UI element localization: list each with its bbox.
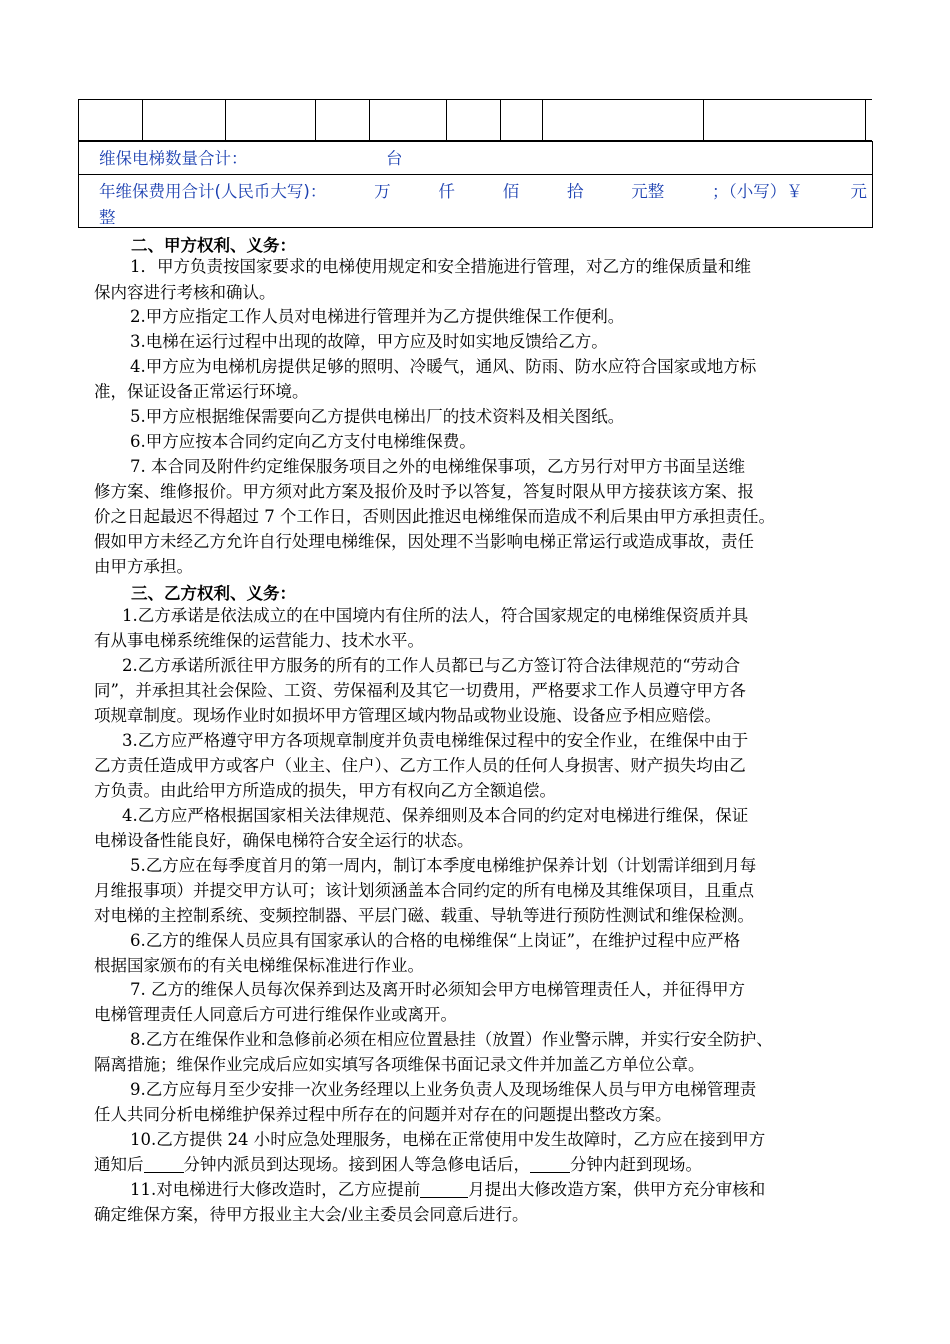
paragraph-line: 项规章制度。现场作业时如损坏甲方管理区域内物品或物业设施、设备应予相应赔偿。 — [94, 706, 721, 725]
paragraph-line: 10.乙方提供 24 小时应急处理服务，电梯在正常使用中发生故障时，乙方应在接到甲方 — [130, 1130, 766, 1149]
elevator-count-unit: 台 — [386, 149, 403, 168]
table-cell-divider — [865, 99, 866, 141]
paragraph-line: 假如甲方未经乙方允许自行处理电梯维保，因处理不当影响电梯正常运行或造成事故，责任 — [94, 532, 754, 551]
paragraph-line: 4.乙方应严格根据国家相关法律规范、保养细则及本合同的约定对电梯进行维保，保证 — [122, 806, 749, 825]
table-cell-divider — [142, 99, 143, 141]
fee-label: 年维保费用合计(人民币大写)： — [99, 182, 327, 201]
fee-unit-qian: 仟 — [438, 182, 455, 201]
paragraph-line: 确定维保方案，待甲方报业主大会/业主委员会同意后进行。 — [94, 1205, 529, 1224]
paragraph-line: 3.电梯在运行过程中出现的故障，甲方应及时如实地反馈给乙方。 — [130, 332, 608, 351]
text-segment: 分钟内赶到现场。 — [570, 1155, 702, 1174]
paragraph-line: 1.乙方承诺是依法成立的在中国境内有住所的法人，符合国家规定的电梯维保资质并具 — [122, 606, 749, 625]
fee-lowercase-label: ；（小写）￥ — [711, 182, 803, 201]
paragraph-line: 由甲方承担。 — [94, 557, 193, 576]
paragraph-line: 7. 本合同及附件约定维保服务项目之外的电梯维保事项，乙方另行对甲方书面呈送维 — [130, 457, 745, 476]
blank-minutes-emergency[interactable] — [530, 1154, 570, 1173]
text-segment: 分钟内派员到达现场。接到困人等急修电话后， — [183, 1155, 530, 1174]
paragraph-line: 电梯管理责任人同意后方可进行维保作业或离开。 — [94, 1005, 457, 1024]
paragraph-line: 2.甲方应指定工作人员对电梯进行管理并为乙方提供维保工作便利。 — [130, 307, 625, 326]
paragraph-line: 7. 乙方的维保人员每次保养到达及离开时必须知会甲方电梯管理责任人，并征得甲方 — [130, 980, 745, 999]
paragraph-line: 准，保证设备正常运行环境。 — [94, 382, 309, 401]
empty-table-row — [78, 99, 872, 141]
table-cell-divider — [500, 99, 501, 141]
table-cell-divider — [542, 99, 543, 141]
fee-unit-yuan: 元 — [850, 182, 867, 201]
section-2-heading: 二、甲方权利、义务： — [131, 236, 296, 255]
paragraph-line: 保内容进行考核和确认。 — [94, 283, 276, 302]
paragraph-line: 2.乙方承诺所派往甲方服务的所有的工作人员都已与乙方签订符合法律规范的“劳动合 — [122, 656, 741, 675]
paragraph-line: 乙方责任造成甲方或客户（业主、住户）、乙方工作人员的任何人身损害、财产损失均由乙 — [94, 756, 746, 775]
paragraph-line: 3.乙方应严格遵守甲方各项规章制度并负责电梯维保过程中的安全作业，在维保中由于 — [122, 731, 749, 750]
paragraph-line: 隔离措施；维保作业完成后应如实填写各项维保书面记录文件并加盖乙方单位公章。 — [94, 1055, 705, 1074]
text-segment: 月提出大修改造方案，供甲方充分审核和 — [468, 1180, 766, 1199]
table-cell-divider — [225, 99, 226, 141]
paragraph-line: 5.乙方应在每季度首月的第一周内，制订本季度电梯维护保养计划（计划需详细到月每 — [130, 856, 757, 875]
paragraph-line — [94, 1153, 702, 1177]
paragraph-line: 修方案、维修报价。甲方须对此方案及报价及时予以答复，答复时限从甲方接获该方案、报 — [94, 482, 754, 501]
paragraph-line: 电梯设备性能良好，确保电梯符合安全运行的状态。 — [94, 831, 474, 850]
paragraph-line: 同”，并承担其社会保险、工资、劳保福利及其它一切费用，严格要求工作人员遵守甲方各 — [94, 681, 746, 700]
fee-line-continuation: 整 — [99, 208, 116, 227]
section-3-heading: 三、乙方权利、义务： — [131, 584, 296, 603]
table-cell-divider — [703, 99, 704, 141]
elevator-count-label: 维保电梯数量合计： — [99, 149, 248, 168]
paragraph-line: 6.甲方应按本合同约定向乙方支付电梯维保费。 — [130, 432, 476, 451]
table-cell-divider — [78, 99, 79, 141]
table-cell-divider — [315, 99, 316, 141]
fee-unit-bai: 佰 — [502, 182, 520, 201]
paragraph-line: 价之日起最迟不得超过 7 个工作日，否则因此推迟电梯维保而造成不利后果由甲方承担责任。 — [94, 507, 775, 526]
paragraph-line: 6.乙方的维保人员应具有国家承认的合格的电梯维保“上岗证”，在维护过程中应严格 — [130, 931, 741, 950]
paragraph-line: 4.甲方应为电梯机房提供足够的照明、冷暖气，通风、防雨、防水应符合国家或地方标 — [130, 357, 757, 376]
paragraph-line: 方负责。由此给甲方所造成的损失，甲方有权向乙方全额追偿。 — [94, 781, 556, 800]
text-segment: 通知后 — [94, 1155, 144, 1174]
paragraph-line — [130, 1178, 765, 1202]
paragraph-line: 根据国家颁布的有关电梯维保标准进行作业。 — [94, 956, 424, 975]
fee-unit-shi: 拾 — [566, 182, 584, 201]
table-top-border — [78, 99, 872, 100]
fee-unit-wan: 万 — [374, 182, 391, 201]
paragraph-line: 月维报事项）并提交甲方认可；该计划须涵盖本合同约定的所有电梯及其维保项目，且重点 — [94, 881, 754, 900]
paragraph-line: 有从事电梯系统维保的运营能力、技术水平。 — [94, 631, 424, 650]
blank-months-overhaul[interactable] — [420, 1179, 468, 1198]
table-cell-divider — [369, 99, 370, 141]
paragraph-line: 9.乙方应每月至少安排一次业务经理以上业务负责人及现场维保人员与甲方电梯管理责 — [130, 1080, 757, 1099]
fee-unit-yuan-zheng: 元整 — [631, 182, 665, 201]
paragraph-line: 8.乙方在维保作业和急修前必须在相应位置悬挂（放置）作业警示牌，并实行安全防护、 — [130, 1030, 773, 1049]
paragraph-line: 对电梯的主控制系统、变频控制器、平层门磁、载重、导轨等进行预防性测试和维保检测。 — [94, 906, 754, 925]
blank-minutes-dispatch[interactable] — [144, 1154, 184, 1173]
paragraph-line: 1．甲方负责按国家要求的电梯使用规定和安全措施进行管理，对乙方的维保质量和维 — [130, 257, 751, 276]
text-segment: 11.对电梯进行大修改造时，乙方应提前 — [130, 1180, 421, 1199]
table-cell-divider — [446, 99, 447, 141]
paragraph-line: 5.甲方应根据维保需要向乙方提供电梯出厂的技术资料及相关图纸。 — [130, 407, 625, 426]
paragraph-line: 任人共同分析电梯维护保养过程中所存在的问题并对存在的问题提出整改方案。 — [94, 1105, 672, 1124]
annual-fee-line — [99, 178, 867, 202]
